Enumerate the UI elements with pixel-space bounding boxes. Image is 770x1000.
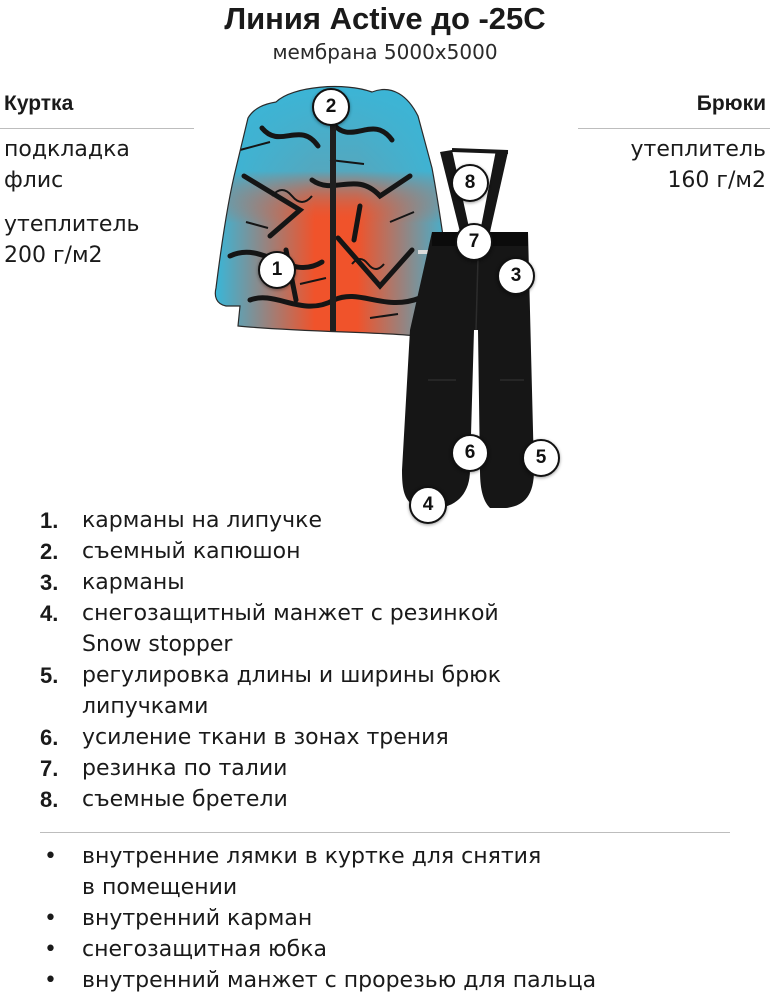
extra-item <box>40 934 740 965</box>
jacket-lining-label: подкладка <box>4 137 130 162</box>
pants-heading: Брюки <box>696 92 766 115</box>
feature-item <box>40 536 740 567</box>
feature-item <box>40 598 740 629</box>
page-subtitle: мембрана 5000х5000 <box>272 40 498 64</box>
bullet-marker: • <box>44 906 57 931</box>
extra-text: внутренние лямки в куртке для снятия <box>82 844 542 869</box>
feature-item <box>40 567 740 598</box>
section-divider <box>40 832 730 833</box>
page-title: Линия Active до -25С <box>224 1 546 36</box>
bullet-marker: • <box>44 937 57 962</box>
feature-number: 5. <box>40 663 59 688</box>
feature-item <box>40 505 740 536</box>
jacket-lining-value: флис <box>4 168 64 193</box>
extra-text: снегозащитная юбка <box>82 937 327 962</box>
feature-number: 2. <box>40 539 59 564</box>
feature-text: снегозащитный манжет с резинкой <box>82 601 499 626</box>
feature-item <box>40 660 740 691</box>
callout-badge-6: 6 <box>451 434 489 472</box>
extra-item <box>40 965 740 996</box>
extra-item <box>40 903 740 934</box>
pants-insulation-label: утеплитель <box>630 137 766 162</box>
callout-badge-3: 3 <box>497 257 535 295</box>
callout-badge-4: 4 <box>409 486 447 524</box>
feature-text: Snow stopper <box>82 632 233 657</box>
feature-number: 3. <box>40 570 59 595</box>
feature-text: съемные бретели <box>82 787 288 812</box>
feature-number: 7. <box>40 756 59 781</box>
feature-number: 4. <box>40 601 59 626</box>
extras-list <box>40 841 740 996</box>
feature-item <box>40 722 740 753</box>
callout-badge-7: 7 <box>455 223 493 261</box>
callout-badge-1: 1 <box>258 251 296 289</box>
feature-item-continuation <box>40 691 740 722</box>
feature-text: резинка по талии <box>82 756 288 781</box>
jacket-heading: Куртка <box>4 92 74 115</box>
pants-insulation-value: 160 г/м2 <box>667 168 766 193</box>
feature-text: карманы на липучке <box>82 508 323 533</box>
bullet-marker: • <box>44 844 57 869</box>
feature-item-continuation <box>40 629 740 660</box>
feature-item <box>40 784 740 815</box>
feature-text: усиление ткани в зонах трения <box>82 725 449 750</box>
bullet-marker: • <box>44 968 57 993</box>
callout-badge-5: 5 <box>522 439 560 477</box>
feature-number: 6. <box>40 725 59 750</box>
extra-item <box>40 841 740 872</box>
extra-item-continuation <box>40 872 740 903</box>
callout-badge-8: 8 <box>451 164 489 202</box>
extra-text: внутренний карман <box>82 906 313 931</box>
features-list <box>40 505 740 815</box>
feature-text: съемный капюшон <box>82 539 301 564</box>
extra-text: внутренний манжет с прорезью для пальца <box>82 968 597 993</box>
feature-item <box>40 753 740 784</box>
feature-number: 8. <box>40 787 59 812</box>
feature-number: 1. <box>40 508 59 533</box>
jacket-insulation-label: утеплитель <box>4 212 140 237</box>
feature-text: карманы <box>82 570 185 595</box>
callout-badge-2: 2 <box>312 88 350 126</box>
extra-text: в помещении <box>82 875 238 900</box>
feature-text: регулировка длины и ширины брюк <box>82 663 501 688</box>
feature-text: липучками <box>82 694 209 719</box>
jacket-insulation-value: 200 г/м2 <box>4 243 103 268</box>
